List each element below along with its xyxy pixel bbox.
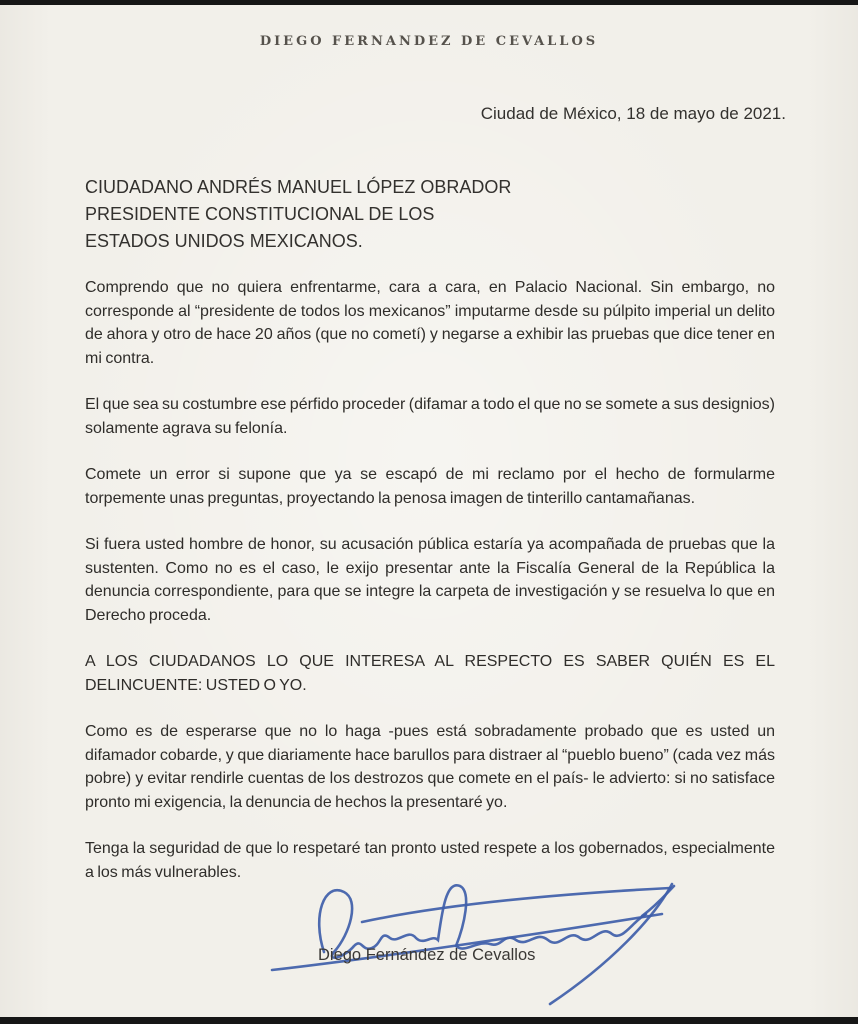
paragraph-7: Tenga la seguridad de que lo respetaré tan pronto usted respete a los gobernados, especialmente a los más vulnerables. — [85, 840, 775, 881]
recipient-block — [85, 174, 511, 255]
recipient-line-1: CIUDADANO ANDRÉS MANUEL LÓPEZ OBRADOR — [85, 177, 512, 197]
paragraph-6: Como es de esperarse que no lo haga -pues está sobradamente probado que es usted un difamador cobarde, y que diariamente hace barullos para distraer al “pueblo bueno” (cada vez más pobre) y evitar rendirle cuentas de los destrozos que comete en el país- le advierto: si no satisface pronto mi exigencia, la denuncia de hechos la presentaré yo. — [85, 723, 775, 811]
handwritten-signature-icon — [266, 852, 706, 1012]
signature-block — [266, 852, 726, 1022]
paragraph-1: Comprendo que no quiera enfrentarme, cara a cara, en Palacio Nacional. Sin embargo, no corresponde al “presidente de todos los mexicanos” imputarme desde su púlpito imperial un delito de ahora y otro de hace 20 años (que no cometí) y negarse a exhibir las pruebas que dice tener en mi contra. — [85, 279, 775, 367]
signer-name: Diego Fernández de Cevallos — [318, 946, 536, 964]
letter-body — [85, 276, 775, 907]
paragraph-3: Comete un error si supone que ya se escapó de mi reclamo por el hecho de formularme torpemente unas preguntas, proyectando la penosa imagen de tinterillo cantamañanas. — [85, 466, 775, 507]
recipient-line-2: PRESIDENTE CONSTITUCIONAL DE LOS — [85, 204, 435, 224]
scan-edge-top — [0, 0, 858, 5]
recipient-line-3: ESTADOS UNIDOS MEXICANOS. — [85, 231, 363, 251]
paragraph-5: A LOS CIUDADANOS LO QUE INTERESA AL RESPECTO ES SABER QUIÉN ES EL DELINCUENTE: USTED O YO. — [85, 653, 775, 694]
dateline: Ciudad de México, 18 de mayo de 2021. — [480, 104, 786, 123]
paragraph-4: Si fuera usted hombre de honor, su acusación pública estaría ya acompañada de pruebas que la sustenten. Como no es el caso, le exijo presentar ante la Fiscalía General de la República la denuncia correspondiente, para que se integre la carpeta de investigación y se resuelva lo que en Derecho proceda. — [85, 536, 775, 624]
scan-edge-bottom — [0, 1017, 858, 1024]
paragraph-2: El que sea su costumbre ese pérfido proceder (difamar a todo el que no se somete a sus designios) solamente agrava su felonía. — [85, 396, 775, 437]
letterhead-name: DIEGO FERNANDEZ DE CEVALLOS — [259, 34, 599, 49]
